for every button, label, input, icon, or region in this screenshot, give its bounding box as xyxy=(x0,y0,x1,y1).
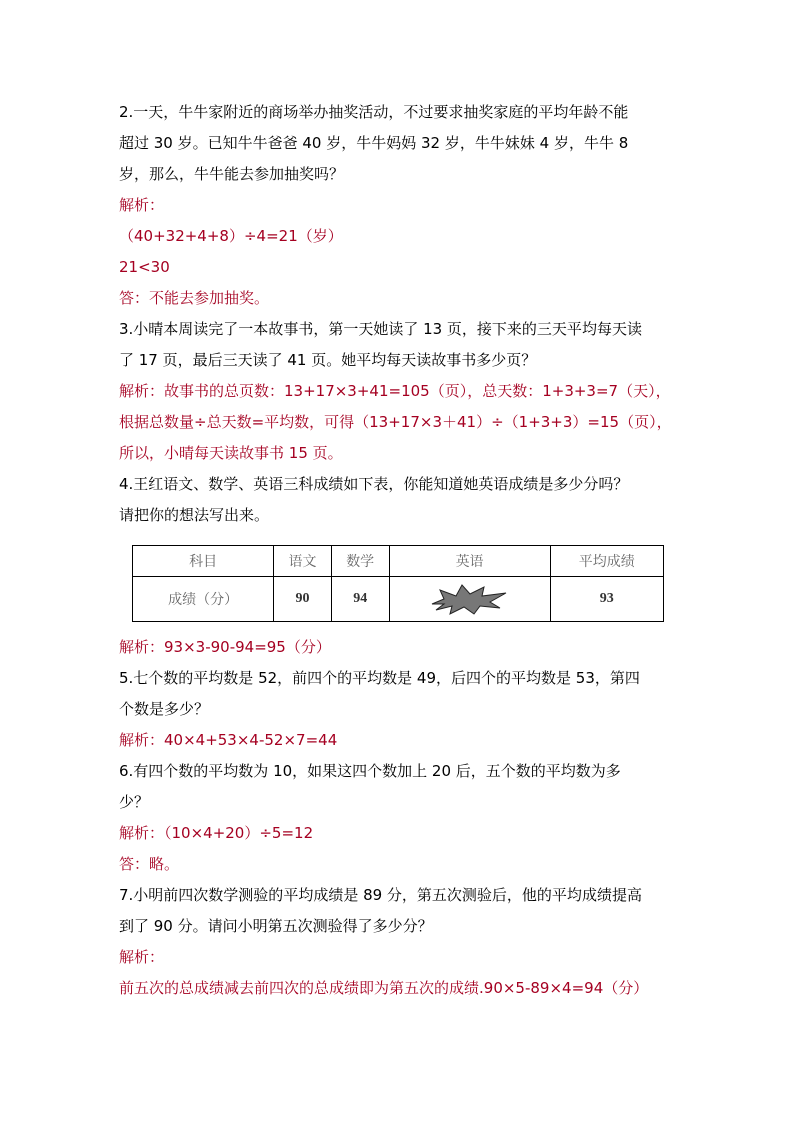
document-page xyxy=(119,97,679,1004)
score-math: 94 xyxy=(331,577,389,622)
text-line: 解析：40×4+53×4-52×7=44 xyxy=(119,731,338,749)
text-block-questions-4-7 xyxy=(119,632,679,1004)
text-line: 2.一天，牛牛家附近的商场举办抽奖活动，不过要求抽奖家庭的平均年龄不能 xyxy=(119,103,629,121)
table-score-row xyxy=(133,577,664,622)
score-table xyxy=(132,545,664,622)
text-line: 前五次的总成绩减去前四次的总成绩即为第五次的成绩.90×5-89×4=94（分） xyxy=(119,979,649,997)
text-line: 6.有四个数的平均数为 10，如果这四个数加上 20 后，五个数的平均数为多 xyxy=(119,762,621,780)
text-line: 超过 30 岁。已知牛牛爸爸 40 岁，牛牛妈妈 32 岁，牛牛妹妹 4 岁，牛牛 8 xyxy=(119,134,629,152)
table-header-row xyxy=(133,546,664,577)
text-line: 解析： xyxy=(119,948,165,966)
text-line: 个数是多少？ xyxy=(119,700,210,718)
text-line: 岁，那么，牛牛能去参加抽奖吗？ xyxy=(119,165,345,183)
header-chinese: 语文 xyxy=(274,546,332,577)
text-line: 7.小明前四次数学测验的平均成绩是 89 分，第五次测验后，他的平均成绩提高 xyxy=(119,886,642,904)
score-chinese: 90 xyxy=(274,577,332,622)
text-block-questions-2-4 xyxy=(119,97,679,531)
text-line: （40+32+4+8）÷4=21（岁） xyxy=(119,227,343,245)
header-math: 数学 xyxy=(331,546,389,577)
text-line: 少？ xyxy=(119,793,150,811)
text-line: 解析：（10×4+20）÷5=12 xyxy=(119,824,314,842)
header-average: 平均成绩 xyxy=(550,546,663,577)
score-average: 93 xyxy=(550,577,663,622)
text-line: 5.七个数的平均数是 52，前四个的平均数是 49，后四个的平均数是 53，第四 xyxy=(119,669,640,687)
text-line: 解析： xyxy=(119,196,165,214)
score-english-hidden xyxy=(389,577,550,622)
header-subject: 科目 xyxy=(133,546,274,577)
row-label-score: 成绩（分） xyxy=(133,577,274,622)
text-line: 所以，小晴每天读故事书 15 页。 xyxy=(119,444,343,462)
text-line: 3.小晴本周读完了一本故事书，第一天她读了 13 页，接下来的三天平均每天读 xyxy=(119,320,642,338)
text-line: 4.王红语文、数学、英语三科成绩如下表，你能知道她英语成绩是多少分吗？ xyxy=(119,475,629,493)
header-english: 英语 xyxy=(389,546,550,577)
text-line: 答：不能去参加抽奖。 xyxy=(119,289,270,307)
text-line: 到了 90 分。请问小明第五次测验得了多少分？ xyxy=(119,917,433,935)
text-line: 请把你的想法写出来。 xyxy=(119,506,270,524)
text-line: 解析：故事书的总页数：13+17×3+41=105（页），总天数：1+3+3=7（天）， xyxy=(119,382,671,400)
text-line: 根据总数量÷总天数=平均数，可得（13+17×3＋41）÷（1+3+3）=15（页）， xyxy=(119,413,672,431)
ink-splat-icon xyxy=(430,582,510,616)
text-line: 21<30 xyxy=(119,258,170,276)
text-line: 了 17 页，最后三天读了 41 页。她平均每天读故事书多少页？ xyxy=(119,351,537,369)
text-line: 解析：93×3-90-94=95（分） xyxy=(119,638,331,656)
text-line: 答：略。 xyxy=(119,855,180,873)
